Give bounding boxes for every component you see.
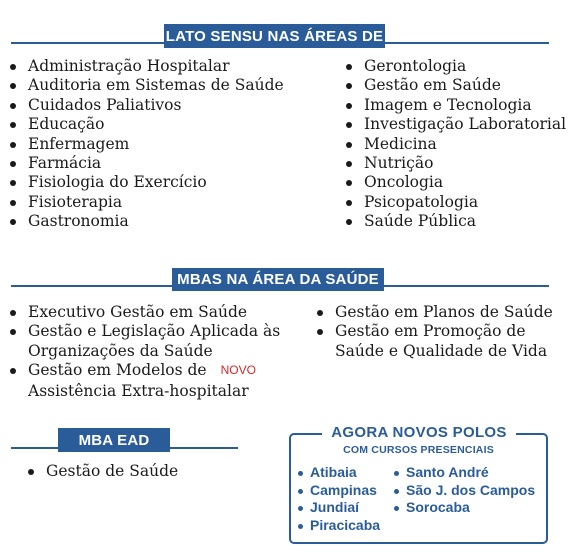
list-item: Nutrição <box>342 154 566 173</box>
list-item: Administração Hospitalar <box>6 57 284 76</box>
list-item: Gerontologia <box>342 57 566 76</box>
lato-sensu-list-right <box>342 57 566 232</box>
list-item: Farmácia <box>6 154 284 173</box>
list-item: Gestão em Saúde <box>342 76 566 95</box>
list-item: Psicopatologia <box>342 193 566 212</box>
list-item: Saúde Pública <box>342 212 566 231</box>
list-item: Executivo Gestão em Saúde <box>6 303 280 322</box>
list-item: Enfermagem <box>6 135 284 154</box>
list-item: Fisioterapia <box>6 193 284 212</box>
city-item: Campinas <box>296 482 380 500</box>
polos-title: AGORA NOVOS POLOS <box>322 424 516 442</box>
list-item: Gastronomia <box>6 212 284 231</box>
city-item: São J. dos Campos <box>392 482 535 500</box>
mbas-list-left <box>6 303 280 401</box>
lato-sensu-list-left <box>6 57 284 232</box>
list-item: Gestão de Saúde <box>24 462 178 481</box>
list-item: Fisiologia do Exercício <box>6 173 284 192</box>
city-item: Piracicaba <box>296 517 380 535</box>
list-item: Oncologia <box>342 173 566 192</box>
city-item: Atibaia <box>296 464 380 482</box>
city-item: Santo André <box>392 464 535 482</box>
list-item: Cuidados Paliativos <box>6 96 284 115</box>
city-item: Sorocaba <box>392 499 535 517</box>
mba-ead-list <box>24 462 178 481</box>
mbas-list-right <box>313 303 553 361</box>
list-item: Educação <box>6 115 284 134</box>
polos-subtitle: COM CURSOS PRESENCIAIS <box>343 444 494 456</box>
list-item: Auditoria em Sistemas de Saúde <box>6 76 284 95</box>
list-item: Gestão em Planos de Saúde <box>313 303 553 322</box>
list-item: Gestão e Legislação Aplicada às Organizações da Saúde <box>6 322 280 361</box>
list-item: Medicina <box>342 135 566 154</box>
new-badge: NOVO <box>220 363 256 378</box>
list-item: Imagem e Tecnologia <box>342 96 566 115</box>
section-title-mba-ead: MBA EAD <box>58 428 170 452</box>
polos-list-right <box>392 464 535 517</box>
list-item: Gestão em Promoção de Saúde e Qualidade de Vida <box>313 322 553 361</box>
list-item: Investigação Laboratorial <box>342 115 566 134</box>
section-title-lato-sensu: LATO SENSU NAS ÁREAS DE <box>164 24 385 48</box>
city-item: Jundiaí <box>296 499 380 517</box>
list-item: Gestão em Modelos de NOVO Assistência Extra-hospitalar <box>6 361 280 401</box>
section-title-mbas: MBAS NA ÁREA DA SAÚDE <box>172 268 384 291</box>
polos-list-left <box>296 464 380 534</box>
